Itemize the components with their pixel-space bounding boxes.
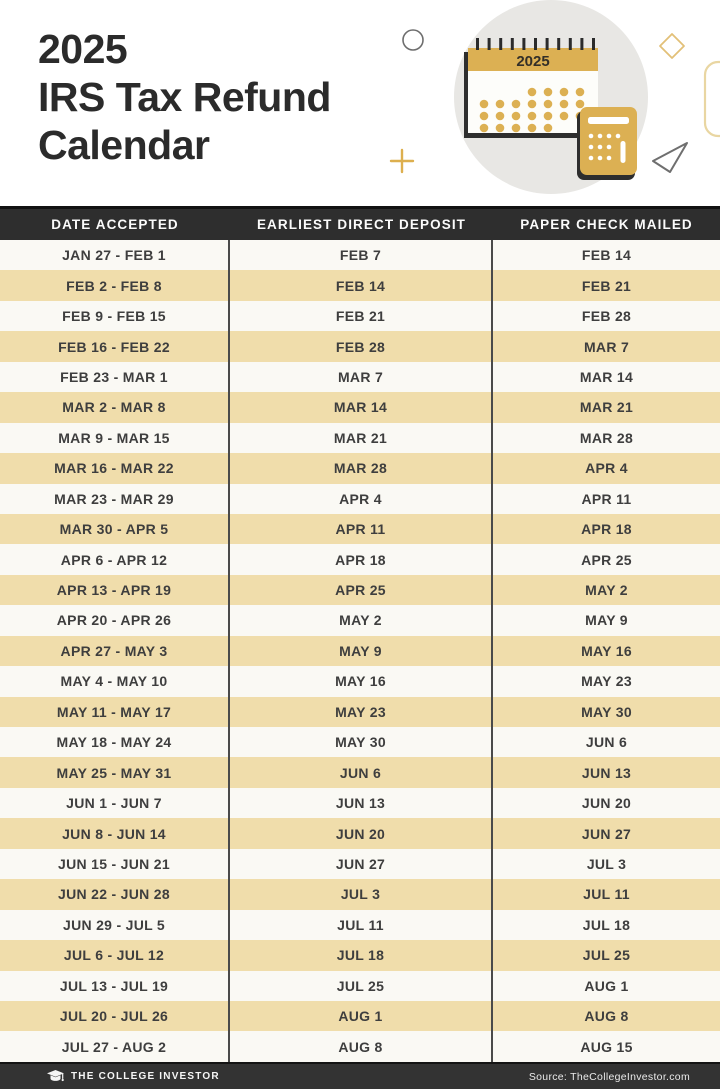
- table-row: [0, 484, 720, 514]
- cell-date-accepted: JUN 1 - JUN 7: [0, 788, 230, 818]
- table-row: [0, 362, 720, 392]
- cell-date-accepted: APR 13 - APR 19: [0, 575, 230, 605]
- title-line-1: 2025: [38, 26, 128, 72]
- table-row: [0, 1001, 720, 1031]
- table-header-row: [0, 206, 720, 240]
- calculator-icon: [577, 107, 637, 180]
- table-row: [0, 301, 720, 331]
- cell-earliest-direct-deposit: APR 11: [230, 514, 493, 544]
- cell-date-accepted: MAY 18 - MAY 24: [0, 727, 230, 757]
- cell-paper-check-mailed: JUL 11: [583, 886, 630, 903]
- cell-date-accepted: MAR 16 - MAR 22: [0, 453, 230, 483]
- cell-earliest-direct-deposit: AUG 1: [230, 1001, 493, 1031]
- table-row: [0, 270, 720, 300]
- triangle-icon: [653, 143, 687, 172]
- table-row: [0, 788, 720, 818]
- cell-paper-check-mailed: AUG 15: [580, 1038, 633, 1055]
- cell-paper-check-mailed: MAR 28: [579, 429, 634, 446]
- cell-paper-check-mailed: MAY 16: [581, 642, 632, 659]
- table-row: [0, 971, 720, 1001]
- graduation-cap-icon: [47, 1070, 64, 1083]
- cell-date-accepted: MAR 30 - APR 5: [0, 514, 230, 544]
- cell-date-accepted: FEB 23 - MAR 1: [0, 362, 230, 392]
- cell-paper-check-mailed: JUN 13: [581, 764, 632, 781]
- table-row: [0, 331, 720, 361]
- title-line-2: IRS Tax Refund: [38, 73, 331, 120]
- page-title: [38, 26, 331, 170]
- cell-earliest-direct-deposit: MAY 30: [230, 727, 493, 757]
- cell-paper-check-mailed: MAR 7: [583, 338, 630, 355]
- table-row: [0, 605, 720, 635]
- cell-paper-check-mailed: MAR 14: [579, 368, 634, 385]
- cell-paper-check-mailed: FEB 14: [581, 247, 632, 264]
- cell-earliest-direct-deposit: MAR 28: [230, 453, 493, 483]
- cell-earliest-direct-deposit: JUN 6: [230, 757, 493, 787]
- cell-date-accepted: APR 20 - APR 26: [0, 605, 230, 635]
- cell-paper-check-mailed: APR 25: [581, 551, 632, 568]
- cell-earliest-direct-deposit: MAR 7: [230, 362, 493, 392]
- table-row: [0, 940, 720, 970]
- table-row: [0, 879, 720, 909]
- cell-earliest-direct-deposit: JUL 3: [230, 879, 493, 909]
- table-row: [0, 544, 720, 574]
- cell-earliest-direct-deposit: FEB 14: [230, 270, 493, 300]
- cell-date-accepted: FEB 16 - FEB 22: [0, 331, 230, 361]
- cell-date-accepted: JUL 13 - JUL 19: [0, 971, 230, 1001]
- cell-date-accepted: JUN 22 - JUN 28: [0, 879, 230, 909]
- rounded-rect-decoration: [705, 62, 720, 136]
- cell-earliest-direct-deposit: APR 18: [230, 544, 493, 574]
- table-body: [0, 240, 720, 1062]
- cell-date-accepted: JUL 27 - AUG 2: [0, 1031, 230, 1061]
- cell-paper-check-mailed: MAR 21: [579, 399, 634, 416]
- cell-paper-check-mailed: JUN 20: [581, 795, 632, 812]
- cell-date-accepted: MAY 4 - MAY 10: [0, 666, 230, 696]
- cell-date-accepted: MAR 9 - MAR 15: [0, 423, 230, 453]
- cell-paper-check-mailed: MAY 9: [585, 612, 628, 629]
- cell-earliest-direct-deposit: MAR 14: [230, 392, 493, 422]
- cell-date-accepted: JAN 27 - FEB 1: [0, 240, 230, 270]
- column-header-paper-check-mailed: PAPER CHECK MAILED: [520, 217, 693, 232]
- table-row: [0, 727, 720, 757]
- column-header-date-accepted: DATE ACCEPTED: [51, 217, 179, 232]
- cell-earliest-direct-deposit: FEB 21: [230, 301, 493, 331]
- brand-lockup: [47, 1070, 220, 1083]
- cell-paper-check-mailed: APR 18: [581, 521, 632, 538]
- cell-earliest-direct-deposit: MAR 21: [230, 423, 493, 453]
- cell-earliest-direct-deposit: MAY 16: [230, 666, 493, 696]
- cell-date-accepted: JUN 29 - JUL 5: [0, 910, 230, 940]
- cell-date-accepted: JUL 6 - JUL 12: [0, 940, 230, 970]
- table-row: [0, 392, 720, 422]
- cell-paper-check-mailed: JUN 6: [585, 734, 628, 751]
- table-row: [0, 697, 720, 727]
- cell-earliest-direct-deposit: FEB 28: [230, 331, 493, 361]
- cell-date-accepted: JUN 8 - JUN 14: [0, 818, 230, 848]
- cell-earliest-direct-deposit: APR 25: [230, 575, 493, 605]
- cell-earliest-direct-deposit: JUL 11: [230, 910, 493, 940]
- cell-date-accepted: MAY 25 - MAY 31: [0, 757, 230, 787]
- table-row: [0, 910, 720, 940]
- cell-earliest-direct-deposit: MAY 23: [230, 697, 493, 727]
- cell-date-accepted: APR 6 - APR 12: [0, 544, 230, 574]
- plus-icon: [391, 150, 413, 172]
- cell-earliest-direct-deposit: JUL 25: [230, 971, 493, 1001]
- column-header-earliest-direct-deposit: EARLIEST DIRECT DEPOSIT: [256, 217, 467, 232]
- cell-earliest-direct-deposit: JUN 20: [230, 818, 493, 848]
- cell-paper-check-mailed: MAY 30: [581, 703, 632, 720]
- diamond-icon: [660, 34, 684, 58]
- table-row: [0, 453, 720, 483]
- cell-date-accepted: MAY 11 - MAY 17: [0, 697, 230, 727]
- table-row: [0, 757, 720, 787]
- cell-earliest-direct-deposit: JUN 13: [230, 788, 493, 818]
- cell-paper-check-mailed: APR 11: [581, 490, 632, 507]
- cell-date-accepted: FEB 9 - FEB 15: [0, 301, 230, 331]
- cell-paper-check-mailed: MAY 23: [581, 673, 632, 690]
- cell-earliest-direct-deposit: AUG 8: [230, 1031, 493, 1061]
- cell-paper-check-mailed: AUG 1: [584, 977, 629, 994]
- cell-earliest-direct-deposit: MAY 2: [230, 605, 493, 635]
- cell-date-accepted: FEB 2 - FEB 8: [0, 270, 230, 300]
- cell-paper-check-mailed: MAY 2: [585, 582, 628, 599]
- cell-date-accepted: JUN 15 - JUN 21: [0, 849, 230, 879]
- cell-paper-check-mailed: JUL 18: [582, 916, 631, 933]
- table-row: [0, 849, 720, 879]
- table-row: [0, 514, 720, 544]
- title-line-3: Calendar: [38, 121, 210, 168]
- brand-name: THE COLLEGE INVESTOR: [71, 1071, 220, 1082]
- cell-paper-check-mailed: JUN 27: [581, 825, 632, 842]
- cell-date-accepted: MAR 2 - MAR 8: [0, 392, 230, 422]
- hero-section: [0, 0, 720, 206]
- cell-paper-check-mailed: JUL 3: [586, 855, 627, 872]
- table-row: [0, 666, 720, 696]
- cell-paper-check-mailed: APR 4: [585, 460, 628, 477]
- circle-decoration-icon: [403, 30, 423, 50]
- footer-bar: [0, 1062, 720, 1089]
- cell-date-accepted: JUL 20 - JUL 26: [0, 1001, 230, 1031]
- table-row: [0, 423, 720, 453]
- cell-earliest-direct-deposit: APR 4: [230, 484, 493, 514]
- source-credit: Source: TheCollegeInvestor.com: [528, 1070, 690, 1083]
- table-row: [0, 575, 720, 605]
- table-row: [0, 636, 720, 666]
- cell-earliest-direct-deposit: JUL 18: [230, 940, 493, 970]
- table-row: [0, 240, 720, 270]
- cell-paper-check-mailed: AUG 8: [584, 1008, 629, 1025]
- calendar-year-label: 2025: [516, 53, 550, 70]
- cell-earliest-direct-deposit: JUN 27: [230, 849, 493, 879]
- table-row: [0, 1031, 720, 1061]
- cell-paper-check-mailed: FEB 28: [581, 308, 632, 325]
- cell-date-accepted: MAR 23 - MAR 29: [0, 484, 230, 514]
- cell-paper-check-mailed: FEB 21: [581, 277, 632, 294]
- cell-earliest-direct-deposit: FEB 7: [230, 240, 493, 270]
- cell-paper-check-mailed: JUL 25: [582, 947, 631, 964]
- table-row: [0, 818, 720, 848]
- cell-date-accepted: APR 27 - MAY 3: [0, 636, 230, 666]
- cell-earliest-direct-deposit: MAY 9: [230, 636, 493, 666]
